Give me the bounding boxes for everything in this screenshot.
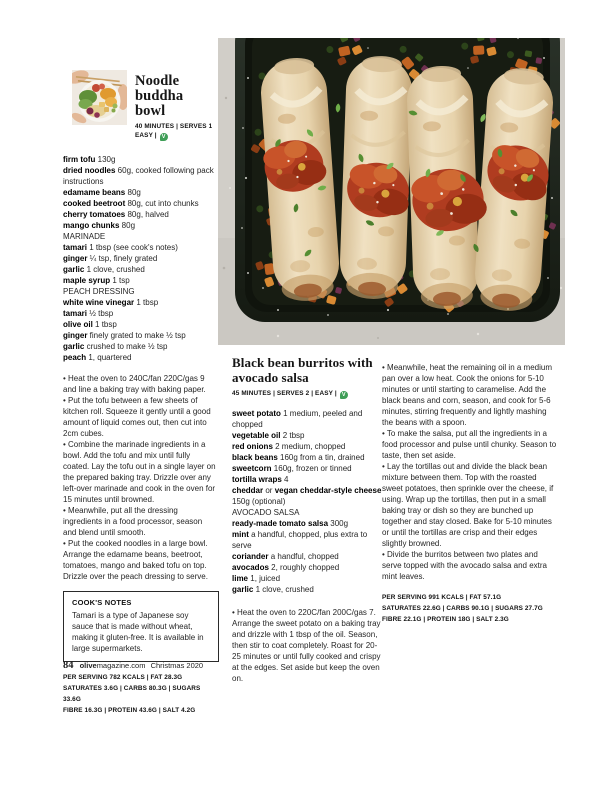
nutrition-line: PER SERVING 991 KCALS | FAT 57.1G bbox=[382, 594, 502, 601]
method-step: • Heat the oven to 240C/fan 220C/gas 9 and line a baking tray with baking paper. bbox=[63, 374, 206, 394]
ingredient-line: cheddar or vegan cheddar-style cheese 150g (optional) bbox=[232, 486, 382, 506]
ingredient-line: avocados 2, roughly chopped bbox=[232, 563, 340, 572]
ingredient-line: AVOCADO SALSA bbox=[232, 508, 300, 517]
burritos-photo-art bbox=[218, 38, 565, 345]
ingredient-line: peach 1, quartered bbox=[63, 353, 132, 362]
recipe-title: Noodle buddha bowl bbox=[135, 73, 184, 119]
ingredient-line: maple syrup 1 tsp bbox=[63, 276, 130, 285]
method-step: • Meanwhile, put all the dressing ingredients in a food processor, season and blend until smooth. bbox=[63, 506, 203, 537]
ingredient-line: tortilla wraps 4 bbox=[232, 475, 289, 484]
method-step: • Combine the marinade ingredients in a bowl. Add the tofu and mix until fully coated. Lay the tofu out in a single layer on the prepared baking tray. Drizzle over any left-over marinade and cook in the oven for 15 minutes until browned. bbox=[63, 440, 216, 504]
method-step: • Lay the tortillas out and divide the black bean mixture between them. Top with the roasted sweet potatoes, then sprinkle over the cheese, if using. Wrap up the tortillas, then put in a small baking tray or dish so they are bunched up together and stay closed. Bake for 5-10 minutes or until the tortillas are crisp and their edges slightly browned. bbox=[382, 462, 554, 548]
ingredient-line: PEACH DRESSING bbox=[63, 287, 135, 296]
buddha-bowl-photo-art bbox=[72, 70, 127, 125]
burritos-photo bbox=[218, 38, 565, 345]
cooks-notes-title: COOK'S NOTES bbox=[72, 598, 132, 607]
ingredient-line: garlic 1 clove, crushed bbox=[232, 585, 314, 594]
ingredient-line: coriander a handful, chopped bbox=[232, 552, 339, 561]
ingredient-line: sweet potato 1 medium, peeled and chopped bbox=[232, 409, 363, 429]
ingredient-line: ginger ¼ tsp, finely grated bbox=[63, 254, 158, 263]
method-step: • To make the salsa, put all the ingredients in a food processor and pulse until chunky. Season to taste, then set aside. bbox=[382, 429, 557, 460]
nutrition-line: SATURATES 3.6G | CARBS 80.3G | SUGARS 33.6G bbox=[63, 685, 201, 703]
recipe-title-block bbox=[135, 70, 216, 141]
ingredient-line: ready-made tomato salsa 300g bbox=[232, 519, 349, 528]
recipe-noodle-buddha-bowl bbox=[63, 70, 216, 716]
vegan-icon: V bbox=[160, 133, 168, 141]
site-name: olivemagazine.com bbox=[79, 661, 146, 670]
ingredient-line: ginger finely grated to make ½ tsp bbox=[63, 331, 186, 340]
method-steps bbox=[382, 362, 557, 582]
ingredient-line: tamari 1 tbsp (see cook's notes) bbox=[63, 243, 178, 252]
page-number: 84 bbox=[63, 660, 74, 671]
ingredient-line: mango chunks 80g bbox=[63, 221, 136, 230]
nutrition-line: PER SERVING 782 KCALS | FAT 28.3G bbox=[63, 674, 183, 681]
method-steps bbox=[63, 373, 216, 582]
recipe-header bbox=[72, 70, 216, 141]
method-step: • Put the cooked noodles in a large bowl. Arrange the edamame beans, beetroot, tomatoes, mango and baked tofu on top. Drizzle over the peach dressing to serve. bbox=[63, 539, 208, 581]
method-step: • Heat the oven to 220C/fan 200C/gas 7. Arrange the sweet potato on a baking tray and drizzle with 1 tbsp of the oil. Season, then stir to coat completely. Roast for 20-25 minutes or until fully cooked and crispy at the edges. Set aside but keep the oven on. bbox=[232, 608, 381, 683]
ingredients-list bbox=[63, 154, 216, 363]
method-step: • Put the tofu between a few sheets of kitchen roll. Squeeze it gently until a good amount of liquid comes out, then cut into 2cm cubes. bbox=[63, 396, 211, 438]
ingredient-line: cherry tomatoes 80g, halved bbox=[63, 210, 169, 219]
cooks-notes-box bbox=[63, 591, 219, 662]
recipe-black-bean-burritos bbox=[232, 356, 384, 684]
ingredient-line: cooked beetroot 80g, cut into chunks bbox=[63, 199, 199, 208]
ingredient-line: sweetcorn 160g, frozen or tinned bbox=[232, 464, 352, 473]
ingredient-line: firm tofu 130g bbox=[63, 155, 116, 164]
ingredient-line: edamame beans 80g bbox=[63, 188, 141, 197]
recipe-meta-easy: EASY | bbox=[135, 132, 157, 139]
ingredient-line: red onions 2 medium, chopped bbox=[232, 442, 346, 451]
recipe-black-bean-burritos-cont bbox=[382, 356, 557, 625]
ingredient-line: MARINADE bbox=[63, 232, 106, 241]
ingredient-line: olive oil 1 tbsp bbox=[63, 320, 117, 329]
nutrition-line: FIBRE 22.1G | PROTEIN 18G | SALT 2.3G bbox=[382, 616, 509, 623]
buddha-bowl-photo bbox=[72, 70, 127, 125]
cooks-notes-text: Tamari is a type of Japanese soy sauce that is made without wheat, making it gluten-free. It is available in large supermarkets. bbox=[72, 611, 204, 653]
method-step: • Meanwhile, heat the remaining oil in a medium pan over a low heat. Cook the onions for 5-10 minutes or until starting to caramelise. Add the black beans and corn, season, and cook for 5-6 minutes, stirring frequently and lightly mashing the beans with a spoon. bbox=[382, 363, 552, 427]
ingredients-list bbox=[232, 408, 384, 595]
method-steps bbox=[232, 607, 384, 684]
nutrition-line: FIBRE 16.3G | PROTEIN 43.6G | SALT 4.2G bbox=[63, 707, 196, 714]
nutrition-block bbox=[382, 592, 557, 625]
nutrition-block bbox=[63, 672, 216, 716]
ingredient-line: vegetable oil 2 tbsp bbox=[232, 431, 305, 440]
ingredient-line: garlic crushed to make ½ tsp bbox=[63, 342, 168, 351]
ingredient-line: lime 1, juiced bbox=[232, 574, 281, 583]
recipe-title: Black bean burritos with avocado salsa bbox=[232, 355, 373, 385]
ingredient-line: garlic 1 clove, crushed bbox=[63, 265, 145, 274]
method-step: • Divide the burritos between two plates and serve topped with the avocado salsa and extra mint leaves. bbox=[382, 550, 547, 581]
ingredient-line: black beans 160g from a tin, drained bbox=[232, 453, 365, 462]
ingredient-line: tamari ½ tbsp bbox=[63, 309, 114, 318]
issue-label: Christmas 2020 bbox=[150, 661, 204, 670]
ingredient-line: dried noodles 60g, cooked following pack instructions bbox=[63, 166, 214, 186]
ingredient-line: mint a handful, chopped, plus extra to serve bbox=[232, 530, 368, 550]
recipe-meta-line2 bbox=[135, 131, 216, 141]
nutrition-line: SATURATES 22.6G | CARBS 90.1G | SUGARS 27.7G bbox=[382, 605, 543, 612]
vegan-icon: V bbox=[340, 391, 348, 399]
ingredient-line: white wine vinegar 1 tbsp bbox=[63, 298, 159, 307]
page-footer bbox=[63, 660, 203, 671]
recipe-meta-line1: 40 MINUTES | SERVES 1 bbox=[135, 123, 213, 130]
recipe-meta: 45 MINUTES | SERVES 2 | EASY | V bbox=[232, 389, 384, 399]
